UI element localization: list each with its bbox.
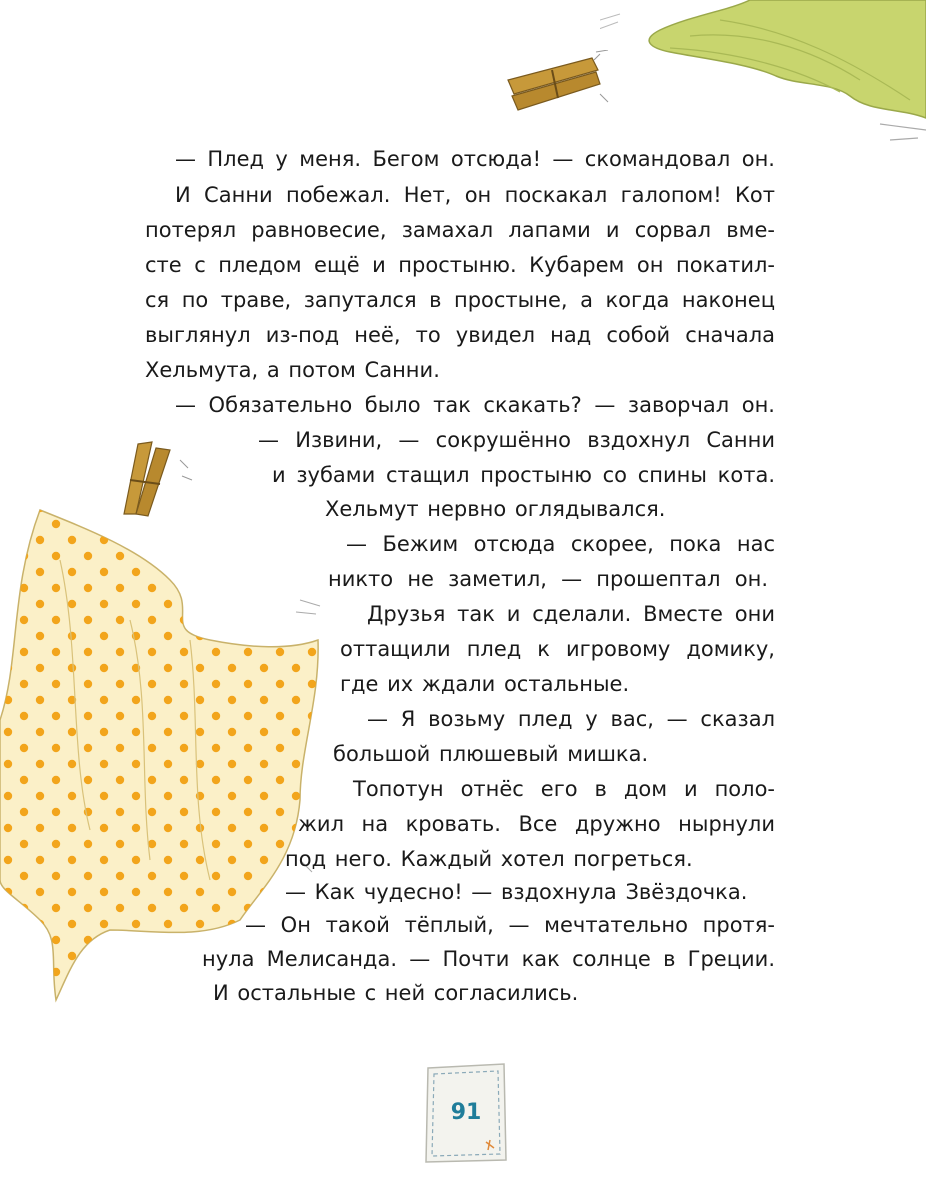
green-cloth-illustration	[600, 0, 926, 150]
text-line: И остальные с ней согласились.	[213, 981, 579, 1005]
text-line: нула Мелисанда. — Почти как солнце в Греции.	[202, 947, 775, 971]
text-line: — Я возьму плед у вас, — сказал	[367, 707, 775, 731]
text-line: жил на кровать. Все дружно нырнули	[298, 812, 775, 836]
text-line: где их ждали остальные.	[340, 672, 630, 696]
text-line: — Обязательно было так скакать? — заворчал он.	[175, 393, 775, 417]
text-line: — Он такой тёплый, — мечтательно протя-	[245, 913, 775, 937]
text-line: — Извини, — сокрушённо вздохнул Санни	[258, 428, 775, 452]
text-line: никто не заметил, — прошептал он.	[328, 567, 768, 591]
text-line: Хельмут нервно оглядывался.	[325, 497, 666, 521]
text-line: под него. Каждый хотел погреться.	[285, 847, 693, 871]
text-line: Топотун отнёс его в дом и поло-	[353, 777, 775, 801]
text-line: — Плед у меня. Бегом отсюда! — скомандовал он.	[175, 147, 775, 171]
text-line: И Санни побежал. Нет, он поскакал галопом! Кот	[175, 183, 775, 207]
page-number: 91	[450, 1100, 482, 1125]
text-line: ся по траве, запутался в простыне, а когда наконец	[145, 288, 775, 312]
text-line: большой плюшевый мишка.	[333, 742, 649, 766]
text-line: — Бежим отсюда скорее, пока нас	[346, 532, 775, 556]
text-line: оттащили плед к игровому домику,	[340, 637, 775, 661]
clothespin-top-illustration	[500, 50, 610, 120]
text-line: — Как чудесно! — вздохнула Звёздочка.	[285, 880, 748, 904]
text-line: Хельмута, а потом Санни.	[145, 358, 440, 382]
text-line: Друзья так и сделали. Вместе они	[367, 602, 775, 626]
page-number-badge	[424, 1062, 508, 1166]
text-line: выглянул из-под неё, то увидел над собой сначала	[145, 323, 775, 347]
text-line: сте с пледом ещё и простыню. Кубарем он покатил-	[145, 253, 775, 277]
text-line: потерял равновесие, замахал лапами и сорвал вме-	[145, 218, 775, 242]
text-line: и зубами стащил простыню со спины кота.	[272, 463, 775, 487]
